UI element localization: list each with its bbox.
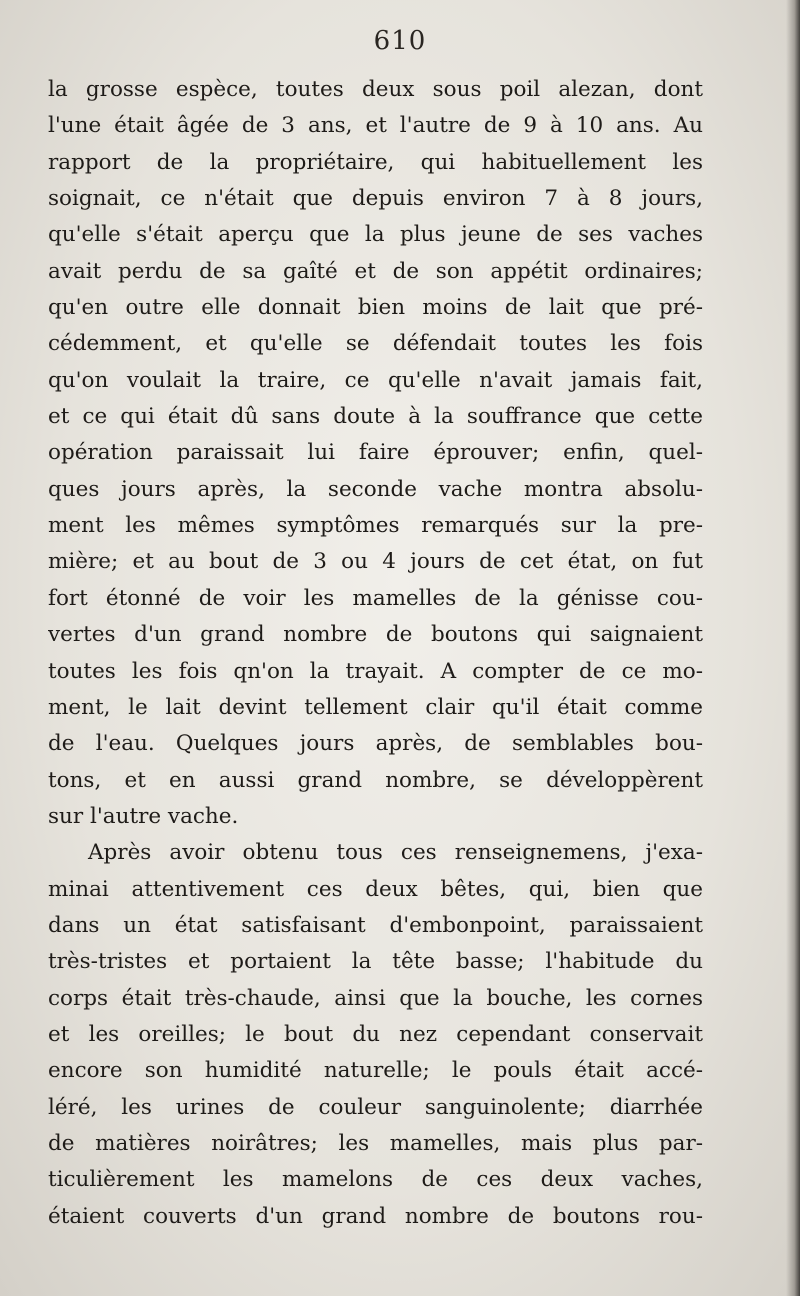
body-text bbox=[48, 72, 703, 1235]
text-line: cédemment, et qu'elle se défendait toutes les fois bbox=[48, 331, 703, 357]
text-line: mière; et au bout de 3 ou 4 jours de cet état, on fut bbox=[48, 549, 703, 575]
page-number: 610 bbox=[373, 26, 427, 56]
text-line: et ce qui était dû sans doute à la souffrance que cette bbox=[48, 404, 703, 430]
text-line: et les oreilles; le bout du nez cependant conservait bbox=[48, 1021, 703, 1047]
text-line: ticulièrement les mamelons de ces deux vaches, bbox=[48, 1167, 703, 1193]
text-line: encore son humidité naturelle; le pouls était accé- bbox=[48, 1058, 703, 1084]
text-line: fort étonné de voir les mamelles de la génisse cou- bbox=[48, 585, 703, 611]
text-line: rapport de la propriétaire, qui habituellement les bbox=[48, 149, 703, 175]
text-line: soignait, ce n'était que depuis environ 7 à 8 jours, bbox=[48, 186, 703, 212]
text-line: avait perdu de sa gaîté et de son appétit ordinaires; bbox=[48, 258, 703, 284]
text-line: tons, et en aussi grand nombre, se développèrent bbox=[48, 767, 703, 793]
paragraph-start-line: Après avoir obtenu tous ces renseignemens, j'exa- bbox=[88, 840, 703, 866]
text-line: opération paraissait lui faire éprouver; enfin, quel- bbox=[48, 440, 703, 466]
text-line: qu'en outre elle donnait bien moins de lait que pré- bbox=[48, 295, 703, 321]
text-line: vertes d'un grand nombre de boutons qui saignaient bbox=[48, 622, 703, 648]
text-line: qu'on voulait la traire, ce qu'elle n'avait jamais fait, bbox=[48, 367, 703, 393]
paragraph-end-line: sur l'autre vache. bbox=[48, 803, 239, 829]
text-line: ment, le lait devint tellement clair qu'il était comme bbox=[48, 694, 703, 720]
text-line: très-tristes et portaient la tête basse; l'habitude du bbox=[48, 949, 703, 975]
text-line: de l'eau. Quelques jours après, de semblables bou- bbox=[48, 731, 703, 757]
text-line: toutes les fois qn'on la trayait. A compter de ce mo- bbox=[48, 658, 703, 684]
text-line: ment les mêmes symptômes remarqués sur la pre- bbox=[48, 513, 703, 539]
text-line: la grosse espèce, toutes deux sous poil alezan, dont bbox=[48, 77, 703, 102]
text-line: étaient couverts d'un grand nombre de boutons rou- bbox=[48, 1203, 703, 1229]
text-line: dans un état satisfaisant d'embonpoint, paraissaient bbox=[48, 912, 703, 938]
text-line: de matières noirâtres; les mamelles, mais plus par- bbox=[48, 1130, 703, 1156]
text-line: corps était très-chaude, ainsi que la bouche, les cornes bbox=[48, 985, 703, 1011]
text-line: qu'elle s'était aperçu que la plus jeune de ses vaches bbox=[48, 222, 703, 248]
text-line: léré, les urines de couleur sanguinolente; diarrhée bbox=[48, 1094, 703, 1120]
text-line: l'une était âgée de 3 ans, et l'autre de 9 à 10 ans. Au bbox=[48, 113, 703, 139]
page-edge-shadow bbox=[786, 0, 800, 1296]
text-line: minai attentivement ces deux bêtes, qui, bien que bbox=[48, 876, 703, 902]
text-line: ques jours après, la seconde vache montra absolu- bbox=[48, 476, 703, 502]
